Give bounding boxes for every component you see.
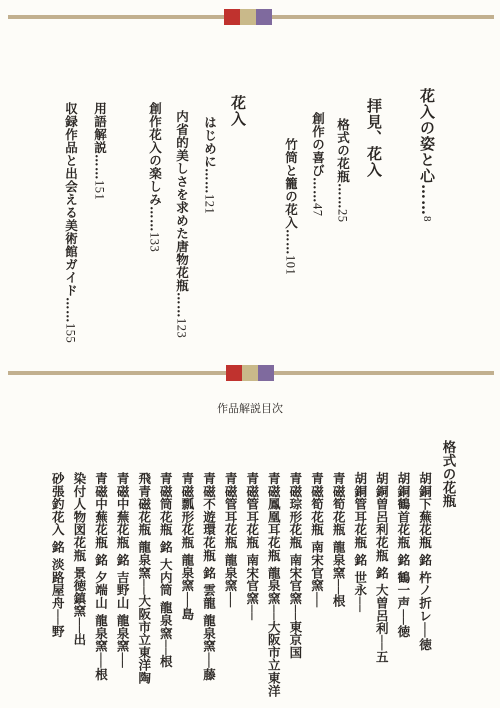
toc-item-page: 133 xyxy=(147,232,162,253)
red-chip xyxy=(224,9,240,25)
toc-item-2-1[interactable]: 格式の花瓶……25 xyxy=(335,118,351,223)
works-entry-text: 青磁筍花瓶 龍泉窯──根 xyxy=(331,472,347,608)
works-entry[interactable] xyxy=(159,472,175,708)
toc-item-label: 収録作品と出会える美術館ガイド xyxy=(63,102,79,297)
toc-item-label: はじめに xyxy=(202,116,218,168)
toc-item-label: 格式の花瓶 xyxy=(335,118,351,183)
toc-section-1[interactable]: 花入の姿と心……8 xyxy=(418,88,436,223)
toc-section-1-title: 花入の姿と心 xyxy=(418,88,436,184)
works-entry[interactable] xyxy=(418,472,434,708)
works-entry-text: 胡銅鶴首花瓶 銘 鶴一声──徳 xyxy=(395,472,411,638)
works-section-title: 格式の花瓶 xyxy=(439,440,456,508)
toc-item-label: 用語解説 xyxy=(92,102,108,154)
works-entry[interactable] xyxy=(116,472,132,708)
tan-chip xyxy=(240,9,256,25)
works-index-title: 作品解説目次 xyxy=(217,402,283,415)
works-entry-text: 青磁管耳花瓶 龍泉窯── xyxy=(223,472,239,608)
middle-color-chips xyxy=(226,365,274,381)
works-entry-text: 青磁瓢形花瓶 龍泉窯──島 xyxy=(179,472,195,621)
works-entry-text: 青磁中蕪花瓶 銘 吉野山 龍泉窯── xyxy=(115,472,131,669)
works-entry-text: 青磁鳳凰耳花瓶 龍泉窯──大阪市立東洋 xyxy=(266,472,282,698)
works-entry[interactable] xyxy=(137,472,153,708)
works-entry[interactable] xyxy=(224,472,240,708)
works-entry[interactable] xyxy=(202,472,218,708)
works-entry-text: 青磁中蕪花瓶 銘 夕端山 龍泉窯──根 xyxy=(93,472,109,681)
works-entry-text: 青磁管耳花瓶 南宋官窯── xyxy=(244,472,260,621)
works-entry-text: 胡銅下蕪花瓶 銘 杵ノ折レ──徳 xyxy=(417,472,433,651)
toc-item-3-3[interactable]: 創作花入の楽しみ……133 xyxy=(147,102,163,253)
toc-item-label: 竹筒と籠の花入 xyxy=(283,138,299,229)
toc-item-page: 155 xyxy=(63,323,78,344)
toc-section-2-title: 拝見、花入 xyxy=(365,98,383,178)
works-entry[interactable] xyxy=(267,472,283,708)
tan-chip xyxy=(242,365,258,381)
toc-section-3-title: 花入 xyxy=(229,95,247,127)
toc-item-2-3[interactable]: 竹筒と籠の花入……101 xyxy=(283,138,299,276)
works-entry-text: 青磁筒花瓶 銘 大内筒 龍泉窯──根 xyxy=(158,472,174,669)
toc-item-4-1[interactable]: 用語解説……151 xyxy=(92,102,108,201)
toc-item-page: 151 xyxy=(92,180,107,201)
red-chip xyxy=(226,365,242,381)
toc-item-page: 25 xyxy=(335,209,350,223)
toc-item-4-2[interactable]: 収録作品と出会える美術館ガイド……155 xyxy=(63,102,79,344)
toc-item-label: 創作花入の楽しみ xyxy=(147,102,163,206)
works-entry-text: 青磁琮形花瓶 南宋官窯──東京国 xyxy=(287,472,303,659)
works-entry[interactable] xyxy=(353,472,369,708)
toc-item-label: 創作の喜び xyxy=(310,112,326,177)
toc-item-3-1[interactable]: はじめに……121 xyxy=(202,116,218,215)
works-entry[interactable] xyxy=(332,472,348,708)
toc-item-3-2[interactable]: 内省的美しさを求めた唐物花瓶……123 xyxy=(174,110,190,339)
works-entry-text: 胡銅曽呂利花瓶 銘 大曽呂利──五 xyxy=(374,472,390,664)
works-entry-text: 青磁筍花瓶 南宋官窯── xyxy=(309,472,325,608)
works-entry[interactable] xyxy=(180,472,196,708)
works-entry[interactable] xyxy=(396,472,412,708)
toc-section-1-page: 8 xyxy=(421,216,433,223)
works-entry-text: 胡銅管耳花瓶 銘 世永── xyxy=(352,472,368,613)
toc-item-label: 内省的美しさを求めた唐物花瓶 xyxy=(174,110,190,292)
works-entry[interactable] xyxy=(375,472,391,708)
works-entry[interactable] xyxy=(310,472,326,708)
works-entry-text: 砂張釣花入 銘 淡路屋舟──野 xyxy=(50,472,66,638)
purple-chip xyxy=(258,365,274,381)
toc-item-page: 101 xyxy=(283,255,298,276)
purple-chip xyxy=(256,9,272,25)
works-entry[interactable] xyxy=(94,472,110,708)
top-color-chips xyxy=(224,9,272,25)
works-entry[interactable] xyxy=(245,472,261,708)
toc-item-page: 121 xyxy=(202,194,217,215)
works-entry-text: 飛青磁花瓶 龍泉窯──大阪市立東洋陶 xyxy=(136,472,152,685)
toc-item-page: 47 xyxy=(310,203,325,217)
works-entry[interactable] xyxy=(51,472,67,708)
works-entry[interactable] xyxy=(72,472,88,708)
works-entry[interactable] xyxy=(288,472,304,708)
works-entry-text: 染付人物図花瓶 景徳鎮窯──出 xyxy=(71,472,87,646)
toc-item-2-2[interactable]: 創作の喜び……47 xyxy=(310,112,326,217)
toc-item-page: 123 xyxy=(174,318,189,339)
works-entry-text: 青磁不遊環花瓶 銘 雲龍 龍泉窯──藤 xyxy=(201,472,217,681)
